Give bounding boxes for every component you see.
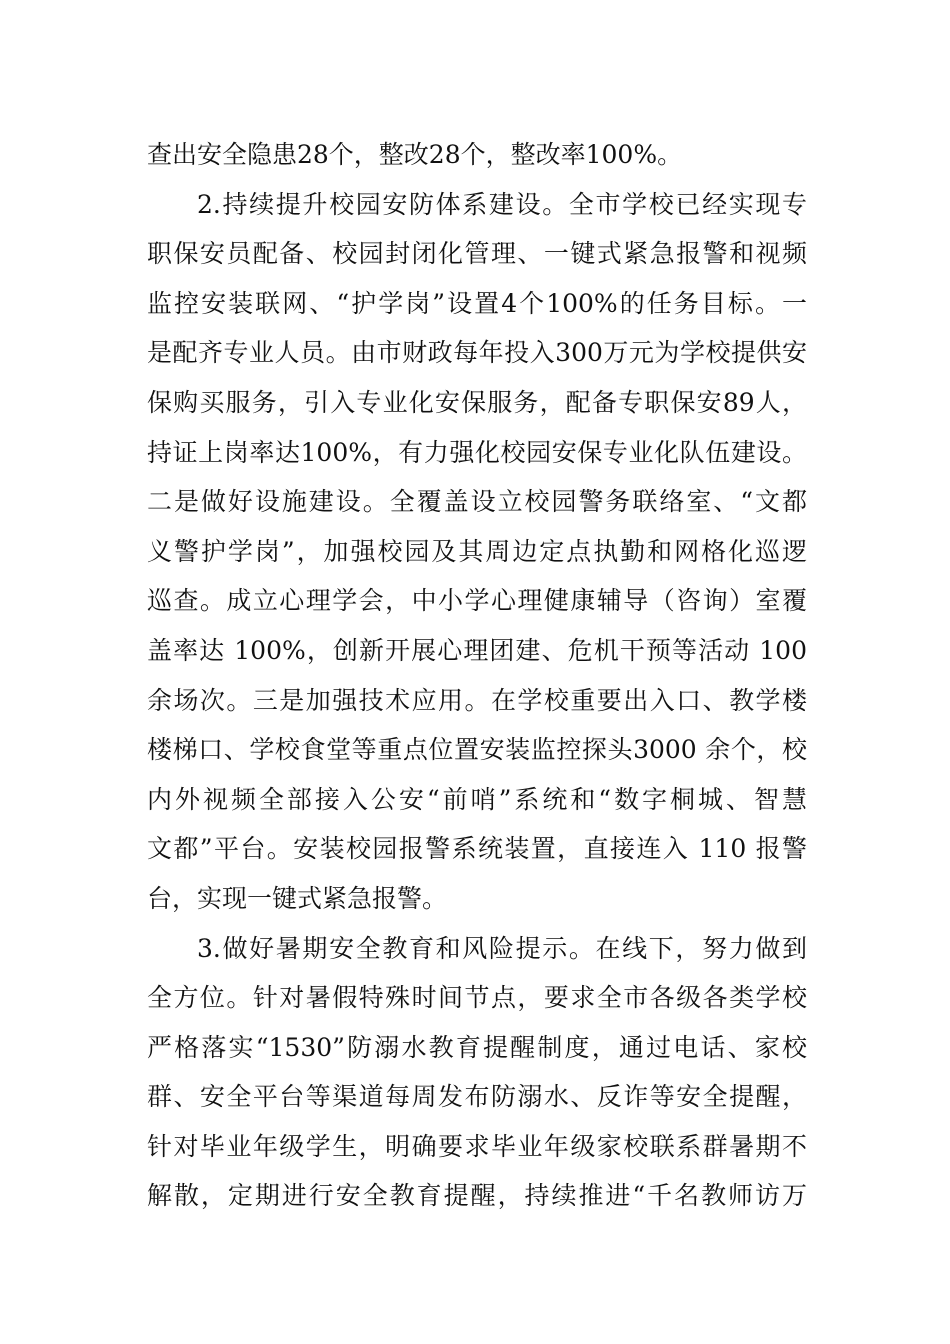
text-line: 全方位。针对暑假特殊时间节点，要求全市各级各类学校 [147, 983, 807, 1013]
text-line: 盖率达 100%，创新开展心理团建、危机干预等活动 100 [147, 635, 807, 665]
body-text [147, 130, 807, 1221]
text-line: 持证上岗率达100%，有力强化校园安保专业化队伍建设。 [147, 437, 807, 467]
text-line: 文都”平台。安装校园报警系统装置，直接连入 110 报警 [147, 834, 807, 864]
text-line: 保购买服务，引入专业化安保服务，配备专职保安89人， [147, 387, 807, 417]
text-line: 是配齐专业人员。由市财政每年投入300万元为学校提供安 [147, 338, 807, 368]
text-line: 二是做好设施建设。全覆盖设立校园警务联络室、“文都 [147, 487, 807, 517]
text-line: 职保安员配备、校园封闭化管理、一键式紧急报警和视频 [147, 239, 807, 269]
text-line: 内外视频全部接入公安“前哨”系统和“数字桐城、智慧 [147, 784, 807, 814]
text-line: 余场次。三是加强技术应用。在学校重要出入口、教学楼 [147, 685, 807, 715]
text-line: 群、安全平台等渠道每周发布防溺水、反诈等安全提醒， [147, 1082, 807, 1112]
text-line: 解散，定期进行安全教育提醒，持续推进“千名教师访万 [147, 1181, 807, 1211]
text-line: 巡查。成立心理学会，中小学心理健康辅导（咨询）室覆 [147, 586, 807, 616]
text-line: 义警护学岗”，加强校园及其周边定点执勤和网格化巡逻 [147, 536, 807, 566]
paragraph-end-line: 台，实现一键式紧急报警。 [147, 883, 448, 913]
text-line: 针对毕业年级学生，明确要求毕业年级家校联系群暑期不 [147, 1131, 807, 1161]
paragraph-start-line: 2.持续提升校园安防体系建设。全市学校已经实现专 [197, 189, 807, 219]
text-line: 监控安装联网、“护学岗”设置4个100%的任务目标。一 [147, 288, 807, 318]
paragraph-start-line: 3.做好暑期安全教育和风险提示。在线下，努力做到 [197, 933, 807, 963]
text-line: 严格落实“1530”防溺水教育提醒制度，通过电话、家校 [147, 1032, 807, 1062]
text-line: 楼梯口、学校食堂等重点位置安装监控探头3000 余个，校 [147, 735, 807, 765]
text-line: 查出安全隐患28个，整改28个，整改率100%。 [147, 140, 683, 169]
